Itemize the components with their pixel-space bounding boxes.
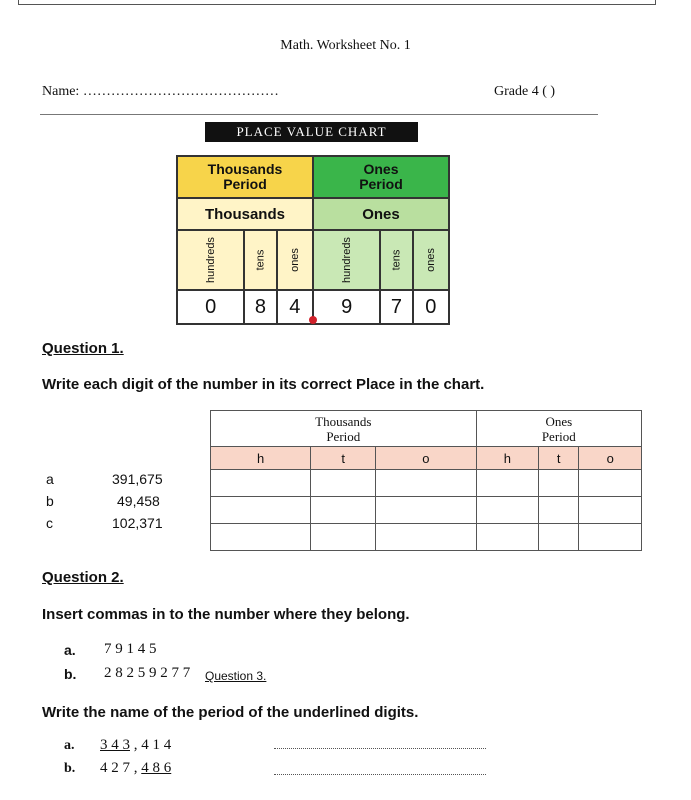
place-label: tens xyxy=(244,230,276,290)
thousands-group-header: Thousands xyxy=(177,198,313,230)
row-letter: c xyxy=(46,515,53,531)
place-label: ones xyxy=(277,230,313,290)
place-value-banner: PLACE VALUE CHART xyxy=(205,122,418,142)
col-header: h xyxy=(211,447,311,470)
col-header: h xyxy=(476,447,538,470)
question-2-text: Insert commas in to the number where they belong. xyxy=(42,606,410,623)
item-number xyxy=(100,760,171,777)
red-dot-marker xyxy=(309,316,317,324)
place-label: hundreds xyxy=(313,230,380,290)
answer-cell[interactable] xyxy=(579,524,642,551)
row-number: 102,371 xyxy=(112,515,163,531)
place-value-chart xyxy=(176,155,450,325)
item-number xyxy=(100,737,171,754)
col-header: t xyxy=(539,447,579,470)
ones-period-header: Ones Period xyxy=(313,156,449,198)
place-label: tens xyxy=(380,230,412,290)
row-number: 49,458 xyxy=(117,493,160,509)
thousands-period-header: Thousands Period xyxy=(177,156,313,198)
answer-cell[interactable] xyxy=(311,470,376,497)
question-3-text: Write the name of the period of the underlined digits. xyxy=(42,704,419,721)
digit-cell: 8 xyxy=(244,290,276,324)
top-frame xyxy=(18,0,656,5)
place-label: ones xyxy=(413,230,449,290)
answer-cell[interactable] xyxy=(579,497,642,524)
comma: , xyxy=(130,760,142,776)
underlined-digits: 3 4 3 xyxy=(100,737,130,753)
digit-cell: 9 xyxy=(313,290,380,324)
comma: , xyxy=(130,737,142,753)
underlined-digits: 4 8 6 xyxy=(141,760,172,776)
item-number: 2 8 2 5 9 2 7 7 xyxy=(104,665,191,681)
row-number: 391,675 xyxy=(112,471,163,487)
answer-cell[interactable] xyxy=(579,470,642,497)
digit-cell: 0 xyxy=(413,290,449,324)
answer-cell[interactable] xyxy=(539,470,579,497)
digits: 4 2 7 xyxy=(100,760,130,776)
digit-cell: 7 xyxy=(380,290,412,324)
answer-cell[interactable] xyxy=(211,524,311,551)
answer-cell[interactable] xyxy=(376,524,476,551)
row-letter: b xyxy=(46,493,54,509)
col-header: o xyxy=(579,447,642,470)
answer-table xyxy=(210,410,642,551)
grade-field[interactable]: Grade 4 ( ) xyxy=(494,84,556,99)
col-header: o xyxy=(376,447,476,470)
name-field[interactable]: Name: …………………………………… xyxy=(42,84,279,99)
digit-cell: 4 xyxy=(277,290,313,324)
answer-cell[interactable] xyxy=(376,497,476,524)
item-letter: a. xyxy=(64,738,75,753)
answer-cell[interactable] xyxy=(539,497,579,524)
item-letter: b. xyxy=(64,761,76,776)
answer-cell[interactable] xyxy=(211,497,311,524)
row-letter: a xyxy=(46,471,54,487)
ones-period-col: Ones Period xyxy=(476,411,641,447)
place-label: hundreds xyxy=(177,230,244,290)
answer-cell[interactable] xyxy=(476,524,538,551)
answer-cell[interactable] xyxy=(476,497,538,524)
question-3-heading: Question 3. xyxy=(205,669,267,683)
answer-cell[interactable] xyxy=(376,470,476,497)
item-letter: b. xyxy=(64,666,77,682)
answer-line[interactable] xyxy=(274,748,486,749)
ones-group-header: Ones xyxy=(313,198,449,230)
answer-cell[interactable] xyxy=(539,524,579,551)
answer-line[interactable] xyxy=(274,774,486,775)
item-number: 7 9 1 4 5 xyxy=(104,641,157,657)
answer-cell[interactable] xyxy=(311,497,376,524)
header-divider xyxy=(40,114,598,115)
thousands-period-col: Thousands Period xyxy=(211,411,477,447)
item-letter: a. xyxy=(64,642,76,658)
digit-cell: 0 xyxy=(177,290,244,324)
question-2-heading: Question 2. xyxy=(42,569,124,586)
answer-cell[interactable] xyxy=(211,470,311,497)
answer-cell[interactable] xyxy=(311,524,376,551)
answer-cell[interactable] xyxy=(476,470,538,497)
worksheet-title: Math. Worksheet No. 1 xyxy=(280,38,411,53)
digits: 4 1 4 xyxy=(141,737,172,753)
question-1-heading: Question 1. xyxy=(42,340,124,357)
col-header: t xyxy=(311,447,376,470)
question-1-text: Write each digit of the number in its correct Place in the chart. xyxy=(42,376,485,393)
